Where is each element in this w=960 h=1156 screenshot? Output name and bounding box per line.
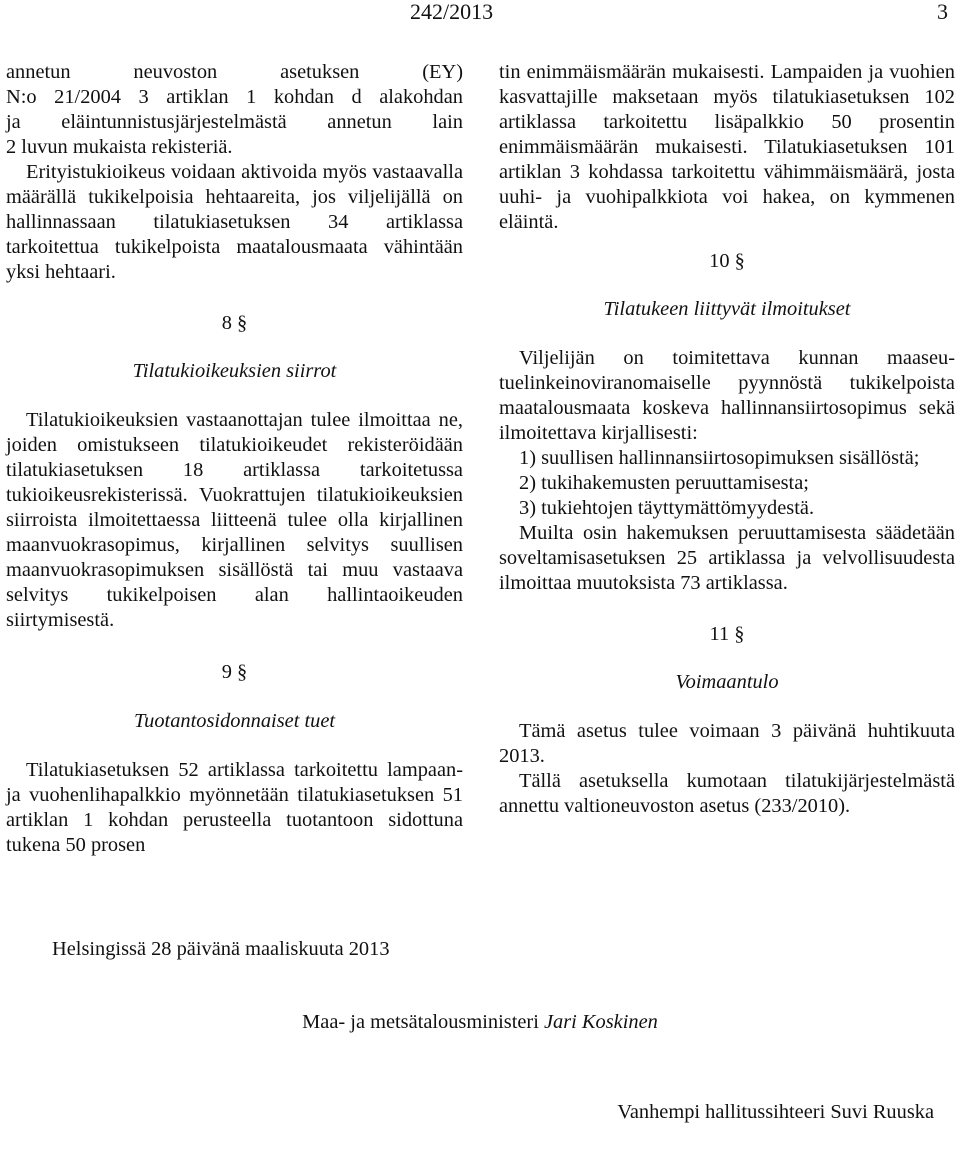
page-number: 3 bbox=[937, 0, 948, 24]
section-10-number: 10 § bbox=[709, 250, 745, 272]
section-11-paragraph-2: Tällä asetuksella kumotaan tilatukijärjestelmästä annettu valtioneuvoston asetus (233/2010). bbox=[499, 770, 955, 817]
signing-place-date: Helsingissä 28 päivänä maaliskuuta 2013 bbox=[52, 938, 390, 960]
section-11-title: Voimaantulo bbox=[675, 671, 779, 693]
intro-line-4: 2 luvun mukaista rekisteriä. bbox=[6, 136, 233, 158]
section-9-paragraph: Tilatukiasetuksen 52 artiklassa tarkoitettu lampaan- ja vuohenlihapalkkio myönnetään tilatukiasetuksen 51 artiklan 1 kohdan perusteella tuotantoon sidottuna tukena 50 prosen bbox=[6, 759, 463, 856]
intro-paragraph bbox=[6, 60, 463, 160]
section-10-paragraph: Viljelijän on toimitettava kunnan maaseutuelinkeinoviranomaiselle pyynnöstä tukikelpoista maatalousmaata koskeva hallinnansiirtosopimus sekä ilmoitettava kirjallisesti: bbox=[499, 347, 955, 444]
section-8-title: Tilatukioikeuksien siirrot bbox=[132, 360, 337, 382]
publication-number: 242/2013 bbox=[410, 0, 494, 24]
section-9-continuation: tin enimmäismäärän mukaisesti. Lampaiden ja vuohien kasvattajille maksetaan myös tilatukiasetuksen 102 artiklassa tarkoitettu lisäpalkkio 50 prosentin enimmäismäärän mukaisesti. Tilatukiasetuksen 101 artiklan 3 kohdassa tarkoitettu vähimmäismäärä, josta uuhi- ja vuohipalkkiota voi hakea, on kymmenen eläintä. bbox=[499, 61, 955, 233]
list-item-3: 3) tukiehtojen täyttymättömyydestä. bbox=[519, 497, 815, 519]
minister-name: Jari Koskinen bbox=[543, 1011, 658, 1033]
intro-line-1: annetun neuvoston asetuksen (EY) bbox=[6, 61, 463, 83]
minister-signature bbox=[0, 1010, 960, 1035]
section-11-number: 11 § bbox=[709, 623, 745, 645]
section-8-paragraph: Tilatukioikeuksien vastaanottajan tulee ilmoittaa ne, joiden omistukseen tilatukioikeudet rekisteröidään tilatukiasetuksen 18 artiklassa tarkoitetussa tukioikeusrekisterissä. Vuokrattujen tilatukioikeuksien siirroista ilmoitettaessa liitteenä tulee olla kirjallinen maanvuokrasopimus, kirjallinen selvitys suullisen maanvuokrasopimuksen sisällöstä tai muu vastaava selvitys tukikelpoisen alan hallintaoikeuden siirtymisestä. bbox=[6, 409, 463, 631]
section-9-number: 9 § bbox=[221, 661, 248, 683]
section-8-number: 8 § bbox=[221, 312, 248, 334]
intro-line-2: N:o 21/2004 3 artiklan 1 kohdan d alakohdan bbox=[6, 86, 463, 108]
list-item-2: 2) tukihakemusten peruuttamisesta; bbox=[519, 472, 809, 494]
list-item-1: 1) suullisen hallinnansiirtosopimuksen sisällöstä; bbox=[519, 447, 920, 469]
left-column bbox=[6, 60, 463, 858]
minister-title: Maa- ja metsätalousministeri bbox=[302, 1011, 539, 1033]
intro-line-3: ja eläintunnistusjärjestelmästä annetun lain bbox=[6, 111, 463, 133]
section-9-title: Tuotantosidonnaiset tuet bbox=[133, 710, 336, 732]
section-10-title: Tilatukeen liittyvät ilmoitukset bbox=[603, 298, 851, 320]
section-10-paragraph-2: Muilta osin hakemuksen peruuttamisesta säädetään soveltamisasetuksen 25 artiklassa ja velvollisuudesta ilmoittaa muutoksista 73 artiklassa. bbox=[499, 522, 955, 594]
section-11-paragraph-1: Tämä asetus tulee voimaan 3 päivänä huhtikuuta 2013. bbox=[499, 720, 955, 767]
intro-paragraph-2: Erityistukioikeus voidaan aktivoida myös vastaavalla määrällä tukikelpoisia hehtaareita, jos viljelijällä on hallinnassaan tilatukiasetuksen 34 artiklassa tarkoitettua tukikelpoista maatalousmaata vähintään yksi hehtaari. bbox=[6, 161, 463, 283]
right-column bbox=[499, 60, 955, 819]
secretary-signature: Vanhempi hallitussihteeri Suvi Ruuska bbox=[617, 1101, 934, 1123]
